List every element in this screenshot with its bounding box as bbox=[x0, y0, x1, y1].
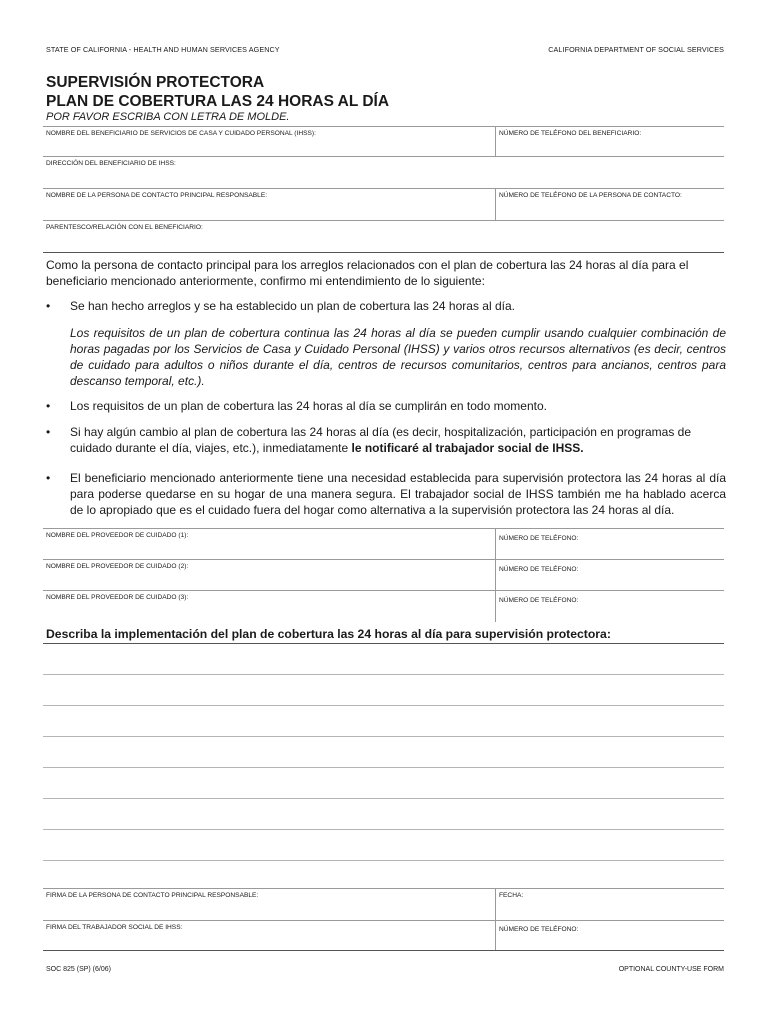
provider-2-phone-field[interactable] bbox=[496, 560, 725, 591]
signature-table bbox=[43, 888, 724, 951]
bullet-3-marker: • bbox=[46, 425, 51, 439]
print-instruction: POR FAVOR ESCRIBA CON LETRA DE MOLDE. bbox=[46, 111, 290, 123]
bullet-3-text-start: Si hay algún cambio al plan de cobertura las 24 horas al día (es decir, hospitalización, participación en programas de cuidado durante el día, viajes, etc.), inmediatamente bbox=[70, 425, 692, 455]
beneficiary-address-label: DIRECCIÓN DEL BENEFICIARIO DE IHSS: bbox=[46, 160, 176, 167]
agency-header: STATE OF CALIFORNIA - HEALTH AND HUMAN SERVICES AGENCY bbox=[46, 45, 280, 54]
writing-line bbox=[43, 767, 724, 768]
worker-phone-field[interactable] bbox=[496, 921, 725, 951]
bullet-2-text: Los requisitos de un plan de cobertura las 24 horas al día se cumplirán en todo momento. bbox=[70, 399, 547, 413]
contact-name-label: NOMBRE DE LA PERSONA DE CONTACTO PRINCIPAL RESPONSABLE: bbox=[46, 192, 268, 199]
intro-paragraph: Como la persona de contacto principal para los arreglos relacionados con el plan de cobertura las 24 horas al día para el beneficiario mencionado anteriormente, confirmo mi entendimiento de lo siguiente: bbox=[46, 258, 689, 288]
writing-line bbox=[43, 674, 724, 675]
provider-1-name-label: NOMBRE DEL PROVEEDOR DE CUIDADO (1): bbox=[46, 532, 189, 539]
writing-line bbox=[43, 860, 724, 861]
provider-1-name-field[interactable] bbox=[43, 529, 496, 560]
contact-phone-label: NÚMERO DE TELÉFONO DE LA PERSONA DE CONTACTO: bbox=[499, 192, 682, 199]
writing-line bbox=[43, 705, 724, 706]
bullet-3-text bbox=[70, 424, 726, 456]
date-label: FECHA: bbox=[499, 892, 524, 899]
bullet-2-marker: • bbox=[46, 399, 51, 413]
provider-3-phone-label: NÚMERO DE TELÉFONO: bbox=[499, 597, 579, 604]
beneficiary-name-field[interactable] bbox=[43, 127, 496, 157]
implementation-title: Describa la implementación del plan de cobertura las 24 horas al día para supervisión protectora: bbox=[46, 627, 611, 641]
form-title-line1: SUPERVISIÓN PROTECTORA bbox=[46, 74, 265, 91]
implementation-lines[interactable] bbox=[43, 643, 724, 863]
worker-signature-field[interactable] bbox=[43, 921, 496, 951]
bullet-4-text: El beneficiario mencionado anteriormente tiene una necesidad establecida para supervisión protectora las 24 horas al día para poderse quedarse en su hogar de una manera segura. El trabajador social de IHSS también me ha hablado acerca de lo apropiado que es el cuidado fuera del hogar como alternativa a la supervisión protectora las 24 horas al día. bbox=[70, 471, 726, 517]
relationship-field[interactable] bbox=[43, 221, 724, 253]
bullet-4-marker: • bbox=[46, 471, 51, 485]
form-usage: OPTIONAL COUNTY-USE FORM bbox=[618, 966, 724, 973]
writing-line bbox=[43, 736, 724, 737]
provider-3-name-label: NOMBRE DEL PROVEEDOR DE CUIDADO (3): bbox=[46, 594, 189, 601]
provider-3-name-field[interactable] bbox=[43, 591, 496, 622]
providers-table bbox=[43, 528, 724, 622]
beneficiary-phone-field[interactable] bbox=[496, 127, 725, 157]
contact-phone-field[interactable] bbox=[496, 189, 725, 221]
beneficiary-address-field[interactable] bbox=[43, 157, 724, 189]
writing-line bbox=[43, 798, 724, 799]
bullet-3-text-bold: le notificaré al trabajador social de IHSS. bbox=[351, 441, 584, 455]
relationship-label: PARENTESCO/RELACIÓN CON EL BENEFICIARIO: bbox=[46, 224, 203, 231]
form-title-line2: PLAN DE COBERTURA LAS 24 HORAS AL DÍA bbox=[46, 93, 390, 110]
beneficiary-phone-label: NÚMERO DE TELÉFONO DEL BENEFICIARIO: bbox=[499, 130, 642, 137]
provider-1-phone-label: NÚMERO DE TELÉFONO: bbox=[499, 535, 579, 542]
form-number: SOC 825 (SP) (6/06) bbox=[46, 966, 111, 973]
provider-2-name-label: NOMBRE DEL PROVEEDOR DE CUIDADO (2): bbox=[46, 563, 189, 570]
date-field[interactable] bbox=[496, 889, 725, 921]
bullet-1-text: Se han hecho arreglos y se ha establecido un plan de cobertura las 24 horas al día. bbox=[70, 299, 515, 313]
worker-signature-label: FIRMA DEL TRABAJADOR SOCIAL DE IHSS: bbox=[46, 924, 183, 931]
italic-requirements-note: Los requisitos de un plan de cobertura continua las 24 horas al día se pueden cumplir usando cualquier combinación de horas pagadas por los Servicios de Casa y Cuidado Personal (IHSS) y varios otros recursos alternativos (es decir, centros de cuidado para adultos o niños durante el día, centros de recursos comunitarios, centros para ancianos, centros para descanso temporal, etc.). bbox=[70, 326, 726, 388]
beneficiary-info-table bbox=[43, 126, 724, 253]
department-header: CALIFORNIA DEPARTMENT OF SOCIAL SERVICES bbox=[548, 45, 724, 54]
contact-signature-field[interactable] bbox=[43, 889, 496, 921]
worker-phone-label: NÚMERO DE TELÉFONO: bbox=[499, 926, 579, 933]
provider-1-phone-field[interactable] bbox=[496, 529, 725, 560]
provider-2-name-field[interactable] bbox=[43, 560, 496, 591]
beneficiary-name-label: NOMBRE DEL BENEFICIARIO DE SERVICIOS DE CASA Y CUIDADO PERSONAL (IHSS): bbox=[46, 130, 316, 137]
provider-2-phone-label: NÚMERO DE TELÉFONO: bbox=[499, 566, 579, 573]
bullet-1-marker: • bbox=[46, 299, 51, 313]
provider-3-phone-field[interactable] bbox=[496, 591, 725, 622]
writing-line bbox=[43, 829, 724, 830]
contact-signature-label: FIRMA DE LA PERSONA DE CONTACTO PRINCIPAL RESPONSABLE: bbox=[46, 892, 259, 899]
contact-name-field[interactable] bbox=[43, 189, 496, 221]
